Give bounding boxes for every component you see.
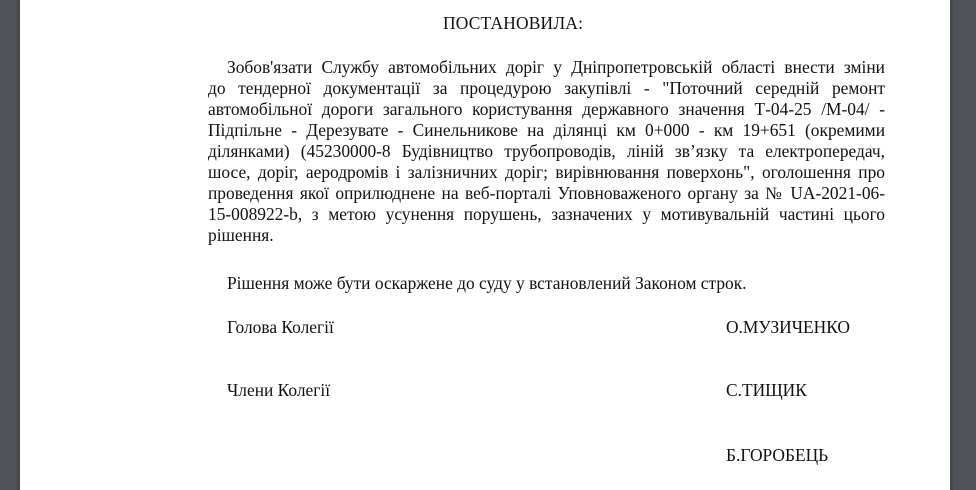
appeal-note: Рішення може бути оскаржене до суду у встановлений Законом строк. xyxy=(227,273,747,293)
signature-role-chair: Голова Колегії xyxy=(227,317,334,337)
paragraph-line: 15-008922-b, з метою усунення порушень, зазначених у мотивувальній частині цього xyxy=(208,204,885,224)
signature-name-member-1: С.ТИЩИК xyxy=(726,380,807,400)
paragraph-line: рішення. xyxy=(208,225,274,245)
paragraph-line: автомобільної дороги загального користування державного значення Т-04-25 /М-04/ - xyxy=(208,99,885,119)
paragraph-line: Зобов'язати Службу автомобільних доріг у Дніпропетровській області внести зміни xyxy=(227,57,885,77)
paragraph-line: шосе, доріг, аеродромів і залізничних доріг; вирівнювання поверхонь", оголошення про xyxy=(208,162,885,182)
document-page xyxy=(20,0,950,490)
decision-paragraph xyxy=(208,57,885,246)
signature-name-chair: О.МУЗИЧЕНКО xyxy=(726,317,850,337)
signature-role-members: Члени Колегії xyxy=(227,380,331,400)
paragraph-line: ділянками) (45230000-8 Будівництво трубопроводів, ліній зв’язку та електропередач, xyxy=(208,141,885,161)
paragraph-line: до тендерної документації за процедурою закупівлі - "Поточний середній ремонт xyxy=(208,78,885,98)
decision-heading: ПОСТАНОВИЛА: xyxy=(443,13,584,33)
paragraph-line: проведення якої оприлюднене на веб-порталі Уповноваженого органу за № UA-2021-06- xyxy=(208,183,885,203)
signature-name-member-2: Б.ГОРОБЕЦЬ xyxy=(726,445,829,465)
paragraph-line: Підпільне - Дерезувате - Синельникове на ділянці км 0+000 - км 19+651 (окремими xyxy=(208,120,885,140)
